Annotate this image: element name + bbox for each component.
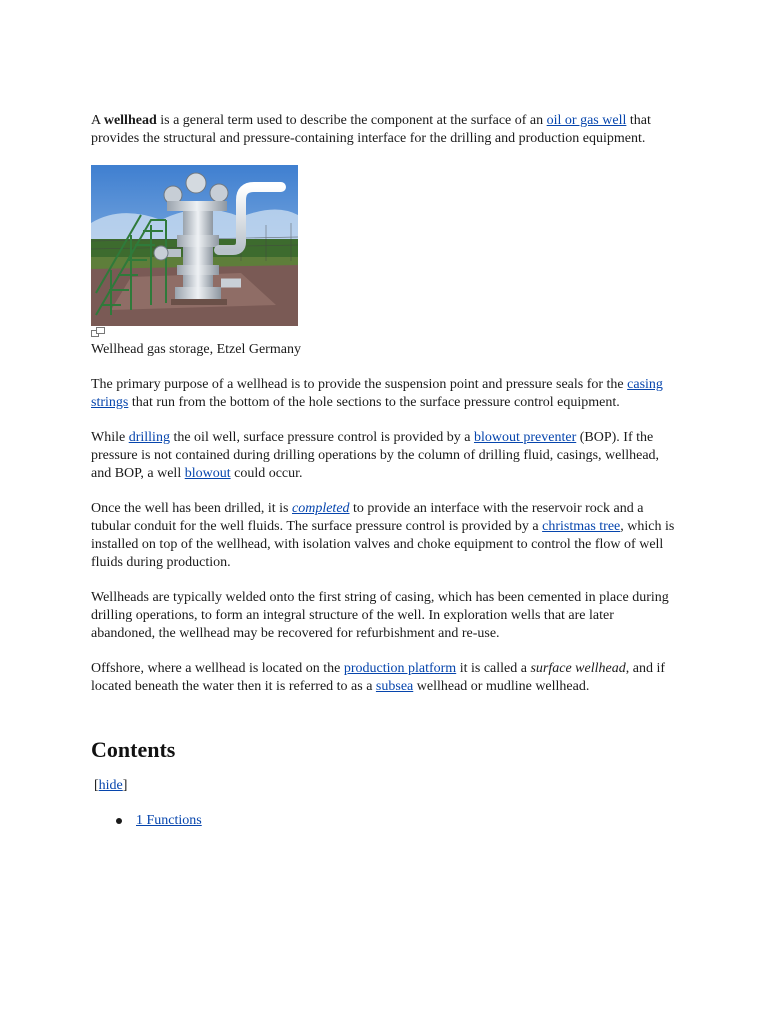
p5-text-post: wellhead or mudline wellhead.: [413, 679, 590, 694]
p3-text-mid: to provide an interface with the reservoir rock and a tubular conduit for the well fluids. The surface pressure control is provided by a: [91, 501, 644, 534]
hide-toc-link[interactable]: hide: [98, 778, 123, 793]
p5-text-mid1: it is called a: [456, 661, 531, 676]
offshore-paragraph: [91, 660, 681, 696]
p5-text-pre: Offshore, where a wellhead is located on the: [91, 661, 344, 676]
bullet-icon: [116, 818, 122, 824]
link-completed[interactable]: completed: [292, 501, 350, 516]
toggle-open-bracket: [: [94, 778, 99, 793]
enlarge-icon[interactable]: [91, 327, 105, 337]
contents-toggle: [94, 777, 681, 795]
welding-paragraph: Wellheads are typically welded onto the first string of casing, which has been cemented in place during drilling operations, to form an integral structure of the well. In exploration wells that are later abandoned, the wellhead may be recovered for refurbishment and re-use.: [91, 590, 669, 641]
link-subsea[interactable]: subsea: [375, 679, 414, 694]
intro-paragraph: [91, 112, 681, 148]
p2-text-pre: While: [91, 430, 129, 445]
link-drilling[interactable]: drilling: [128, 430, 170, 445]
intro-text-mid: is a general term used to describe the component at the surface of an: [156, 113, 547, 128]
p5-text-mid2: , and if located beneath the water then it is referred to as a: [91, 661, 665, 694]
purpose-paragraph: [91, 376, 681, 412]
link-casing-strings[interactable]: casing strings: [91, 377, 663, 410]
toc-list: [91, 812, 681, 830]
contents-heading: Contents: [91, 737, 176, 762]
figure-caption: Wellhead gas storage, Etzel Germany: [91, 342, 301, 357]
toggle-close-bracket: ]: [122, 778, 128, 793]
p3-text-pre: Once the well has been drilled, it is: [91, 501, 292, 516]
link-blowout[interactable]: blowout: [184, 466, 231, 481]
link-christmas-tree[interactable]: christmas tree: [542, 519, 621, 534]
wellhead-photo[interactable]: [91, 165, 298, 326]
intro-text-post: that provides the structural and pressure-containing interface for the drilling and production equipment.: [91, 113, 651, 146]
toc-item: [91, 812, 681, 830]
p2-text-mid2: (BOP). If the pressure is not contained during drilling operations by the column of drilling fluid, casings, wellhead, and BOP, a well: [91, 430, 660, 481]
link-blowout-preventer[interactable]: blowout preventer: [473, 430, 577, 445]
link-production-platform[interactable]: production platform: [343, 661, 457, 676]
drilling-paragraph: [91, 429, 681, 483]
p3-text-post: , which is installed on top of the wellhead, with isolation valves and choke equipment to control the flow of well fluids during production.: [91, 519, 675, 570]
surface-wellhead-term: surface wellhead: [530, 661, 626, 676]
link-oil-or-gas-well[interactable]: oil or gas well: [546, 113, 627, 128]
p2-text-post: could occur.: [230, 466, 303, 481]
p1-text-pre: The primary purpose of a wellhead is to provide the suspension point and pressure seals for the: [91, 377, 628, 392]
intro-term: wellhead: [103, 113, 157, 128]
article-body: [91, 112, 681, 830]
p2-text-mid1: the oil well, surface pressure control is provided by a: [169, 430, 474, 445]
figure: [91, 165, 681, 359]
p1-text-post: that run from the bottom of the hole sections to the surface pressure control equipment.: [128, 395, 620, 410]
toc-link-functions[interactable]: 1 Functions: [136, 813, 202, 828]
completion-paragraph: [91, 500, 681, 572]
intro-text-pre: A: [91, 113, 104, 128]
